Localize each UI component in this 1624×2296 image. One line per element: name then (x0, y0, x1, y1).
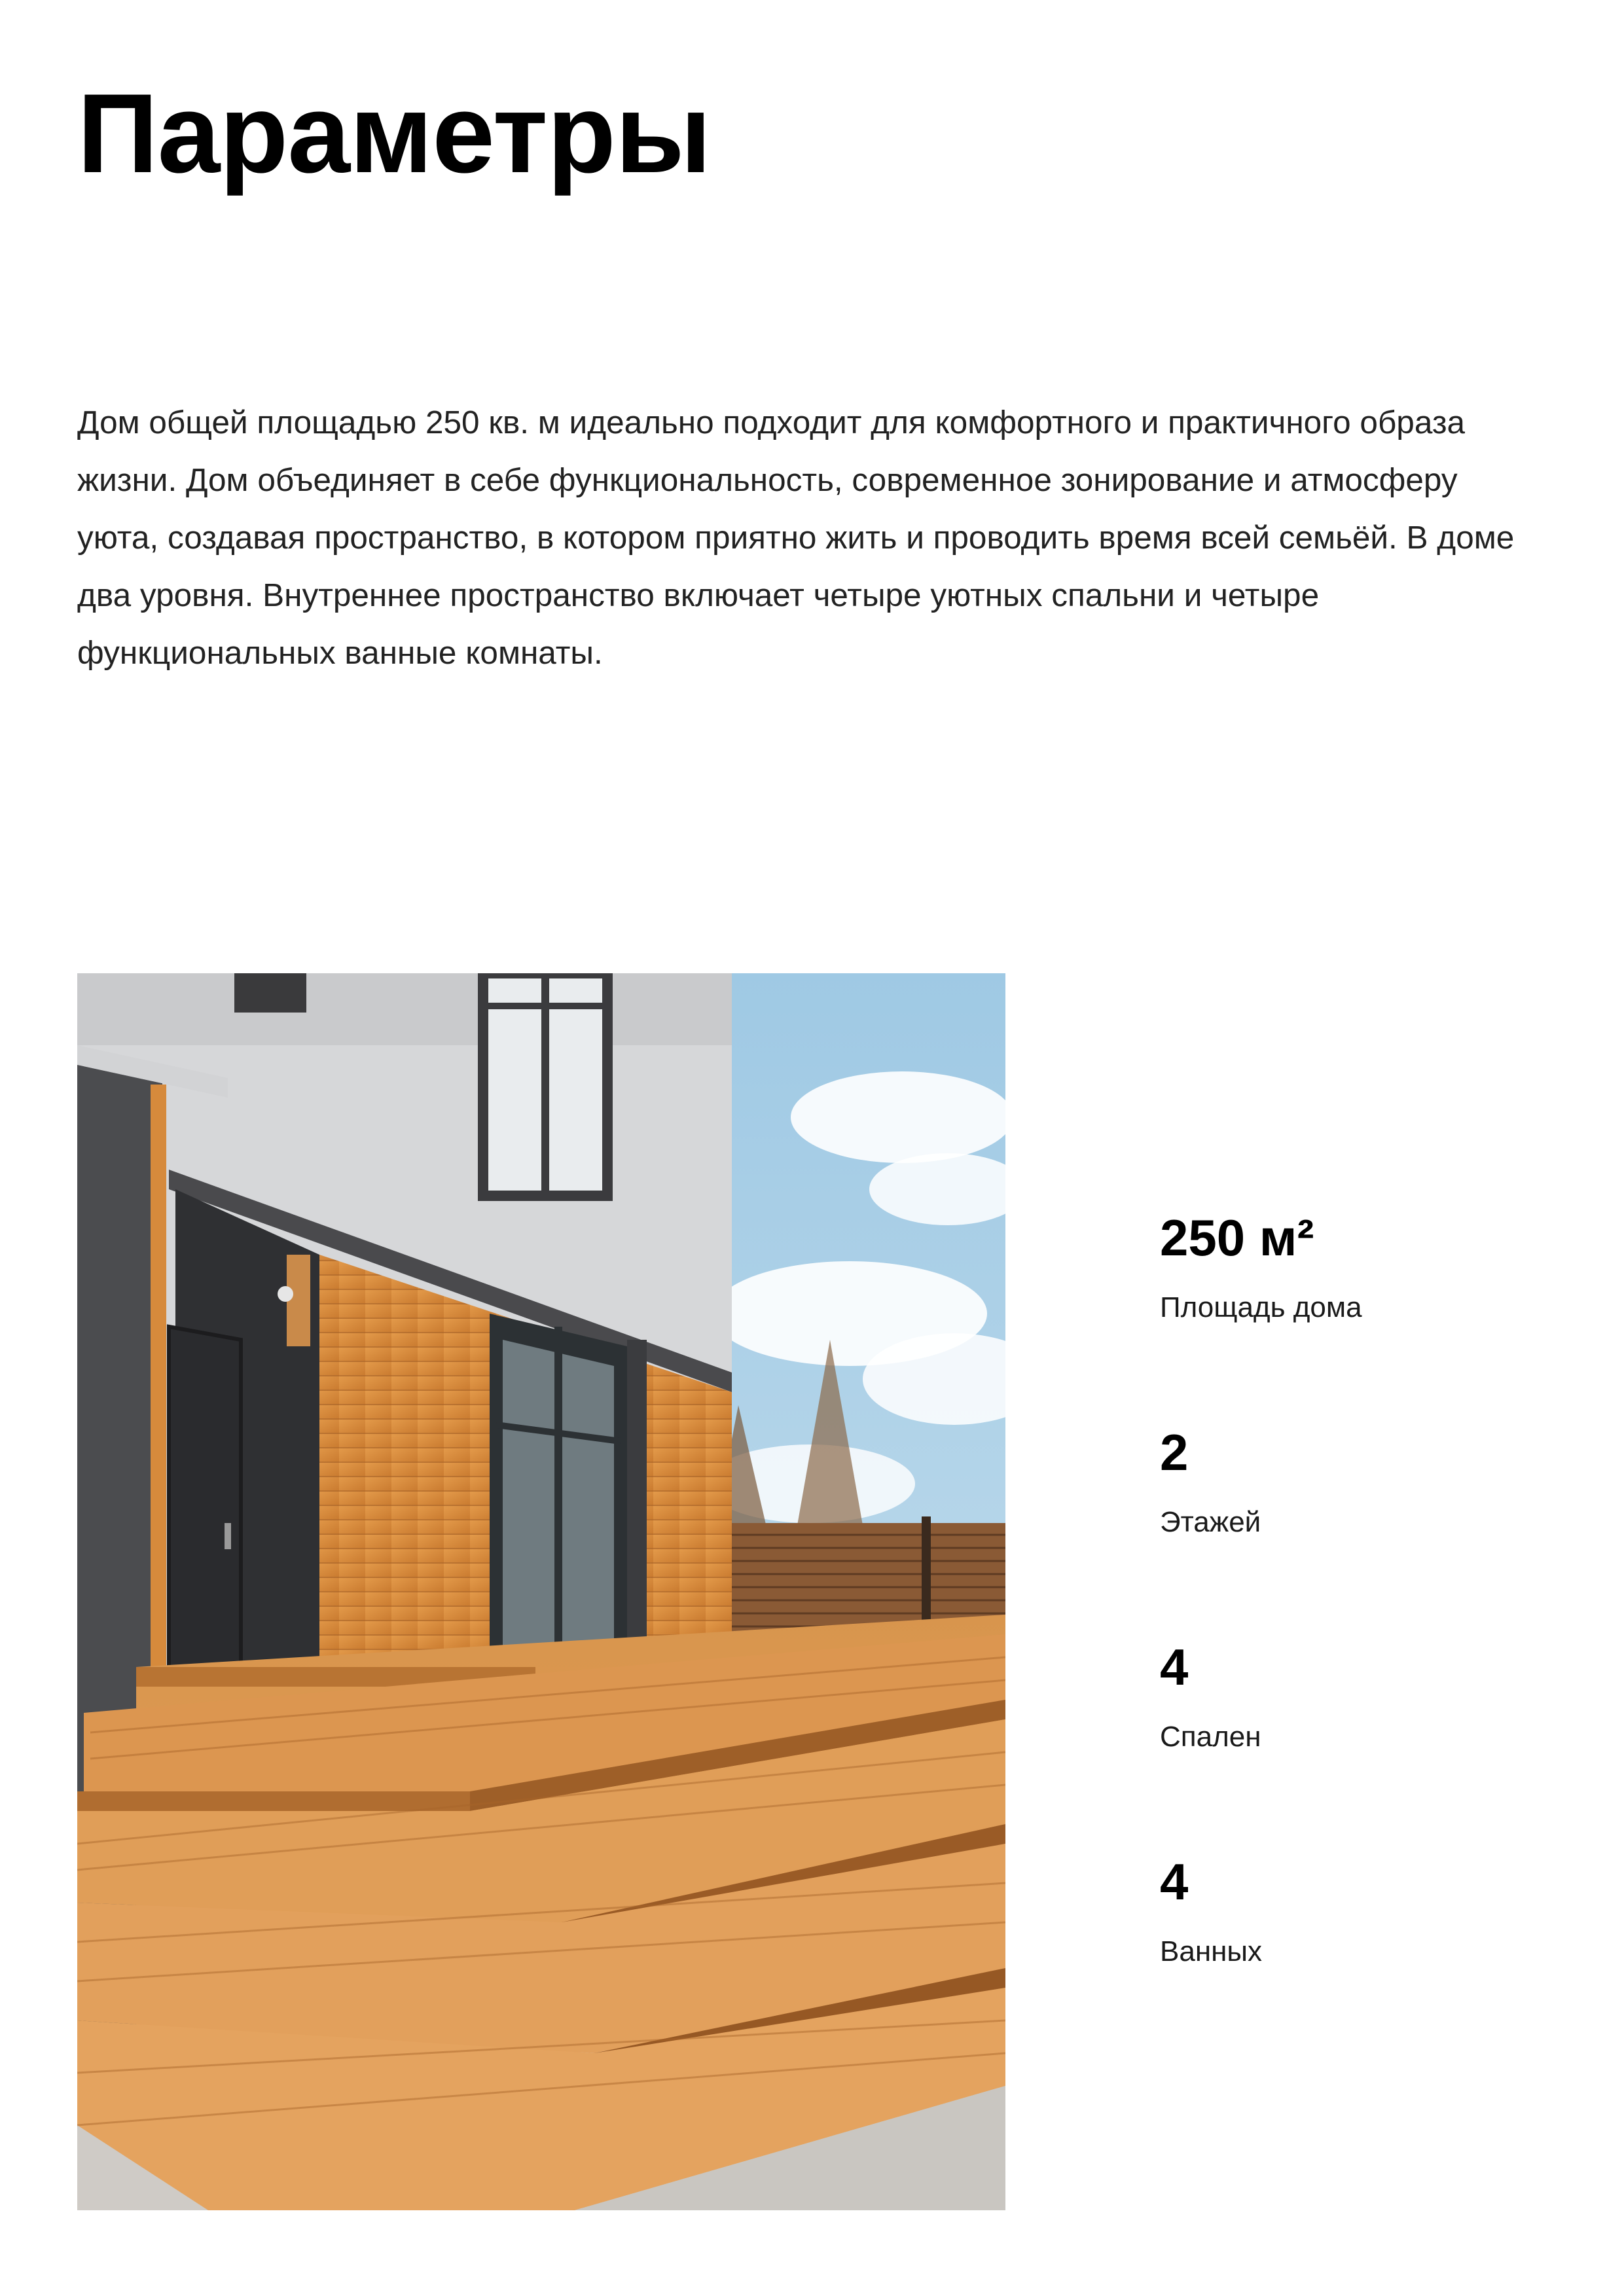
stat-value: 4 (1160, 1853, 1189, 1910)
stat-value: 2 (1160, 1424, 1189, 1481)
stat-bathrooms (1160, 1853, 1553, 2071)
stat-area (1160, 1209, 1553, 1427)
stat-floors (1160, 1424, 1553, 1641)
stat-value: 4 (1160, 1638, 1189, 1696)
stat-label: Спален (1160, 1721, 1261, 1753)
house-description: Дом общей площадью 250 кв. м идеально подходит для комфортного и практичного образа жизни. Дом объединяет в себе функциональность, современное зонирование и атмосферу уюта, создавая пространство, в котором приятно жить и проводить время всей семьёй. В доме два уровня. Внутреннее пространство включает четыре уютных спальни и четыре функциональных ванные комнаты. (77, 404, 1515, 671)
page-title: Параметры (77, 71, 711, 196)
stat-bedrooms (1160, 1638, 1553, 1856)
house-photo (77, 973, 1005, 2210)
stat-label: Площадь дома (1160, 1291, 1362, 1323)
stat-label: Этажей (1160, 1506, 1261, 1538)
house-parameters (1160, 1209, 1553, 2071)
stat-label: Ванных (1160, 1935, 1263, 1967)
stat-value: 250 м² (1160, 1209, 1314, 1266)
